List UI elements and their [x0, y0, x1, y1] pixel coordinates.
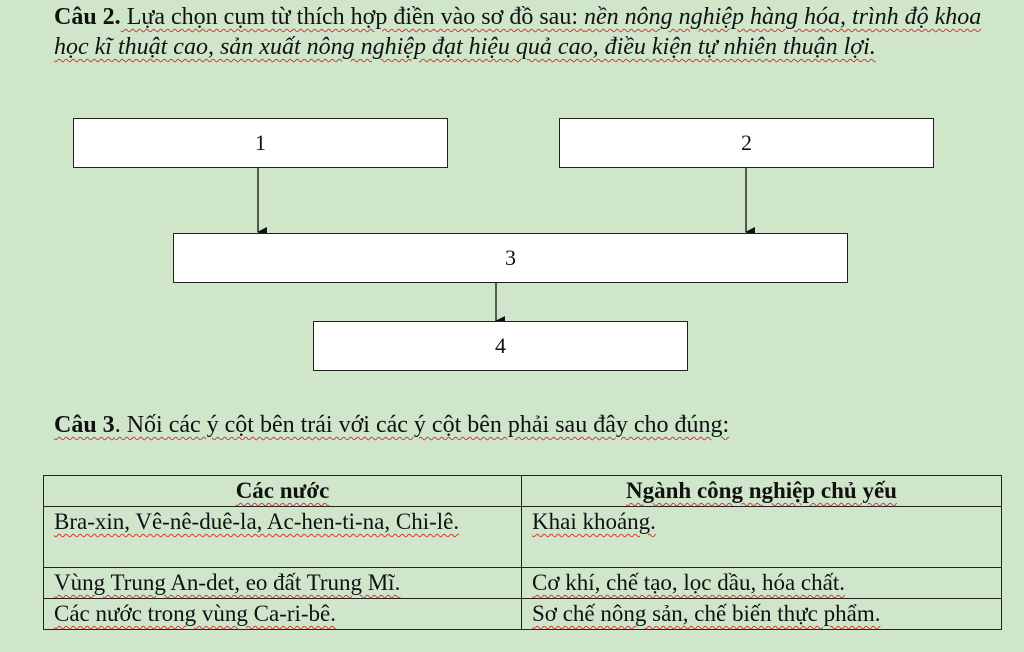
table-row — [44, 599, 1002, 630]
table-cell-country: Bra-xin, Vê-nê-duê-la, Ac-hen-ti-na, Chi-lê. — [44, 507, 522, 568]
question-3-text: . Nối các ý cột bên trái với các ý cột bên phải sau đây cho đúng: — [114, 412, 730, 438]
diagram-box-2: 2 — [559, 118, 934, 168]
question-3-label: Câu 3 — [54, 412, 115, 438]
table-cell-industry: Cơ khí, chế tạo, lọc dầu, hóa chất. — [522, 568, 1002, 599]
header-industry: Ngành công nghiệp chủ yếu — [522, 476, 1002, 507]
table-cell-country: Vùng Trung An-det, eo đất Trung Mĩ. — [44, 568, 522, 599]
question-2-phrases: nền nông nghiệp hàng hóa, trình độ khoa học kĩ thuật cao, sản xuất nông nghiệp đạt hiệu quả cao, điều kiện tự nhiên thuận lợi. — [54, 4, 982, 60]
diagram-box-1: 1 — [73, 118, 448, 168]
table-row — [44, 568, 1002, 599]
question-2-label: Câu 2. — [54, 4, 121, 30]
table-header-row — [44, 476, 1002, 507]
diagram-box-3: 3 — [173, 233, 848, 283]
header-countries: Các nước — [44, 476, 522, 507]
matching-table — [43, 475, 1002, 630]
table-cell-country: Các nước trong vùng Ca-ri-bê. — [44, 599, 522, 630]
diagram-box-4: 4 — [313, 321, 688, 371]
table-row — [44, 507, 1002, 568]
table-cell-industry: Khai khoáng. — [522, 507, 1002, 568]
question-2-intro: Lựa chọn cụm từ thích hợp điền vào sơ đồ sau: — [120, 4, 584, 30]
table-cell-industry: Sơ chế nông sản, chế biến thực phẩm. — [522, 599, 1002, 630]
question-3-heading — [54, 410, 729, 440]
